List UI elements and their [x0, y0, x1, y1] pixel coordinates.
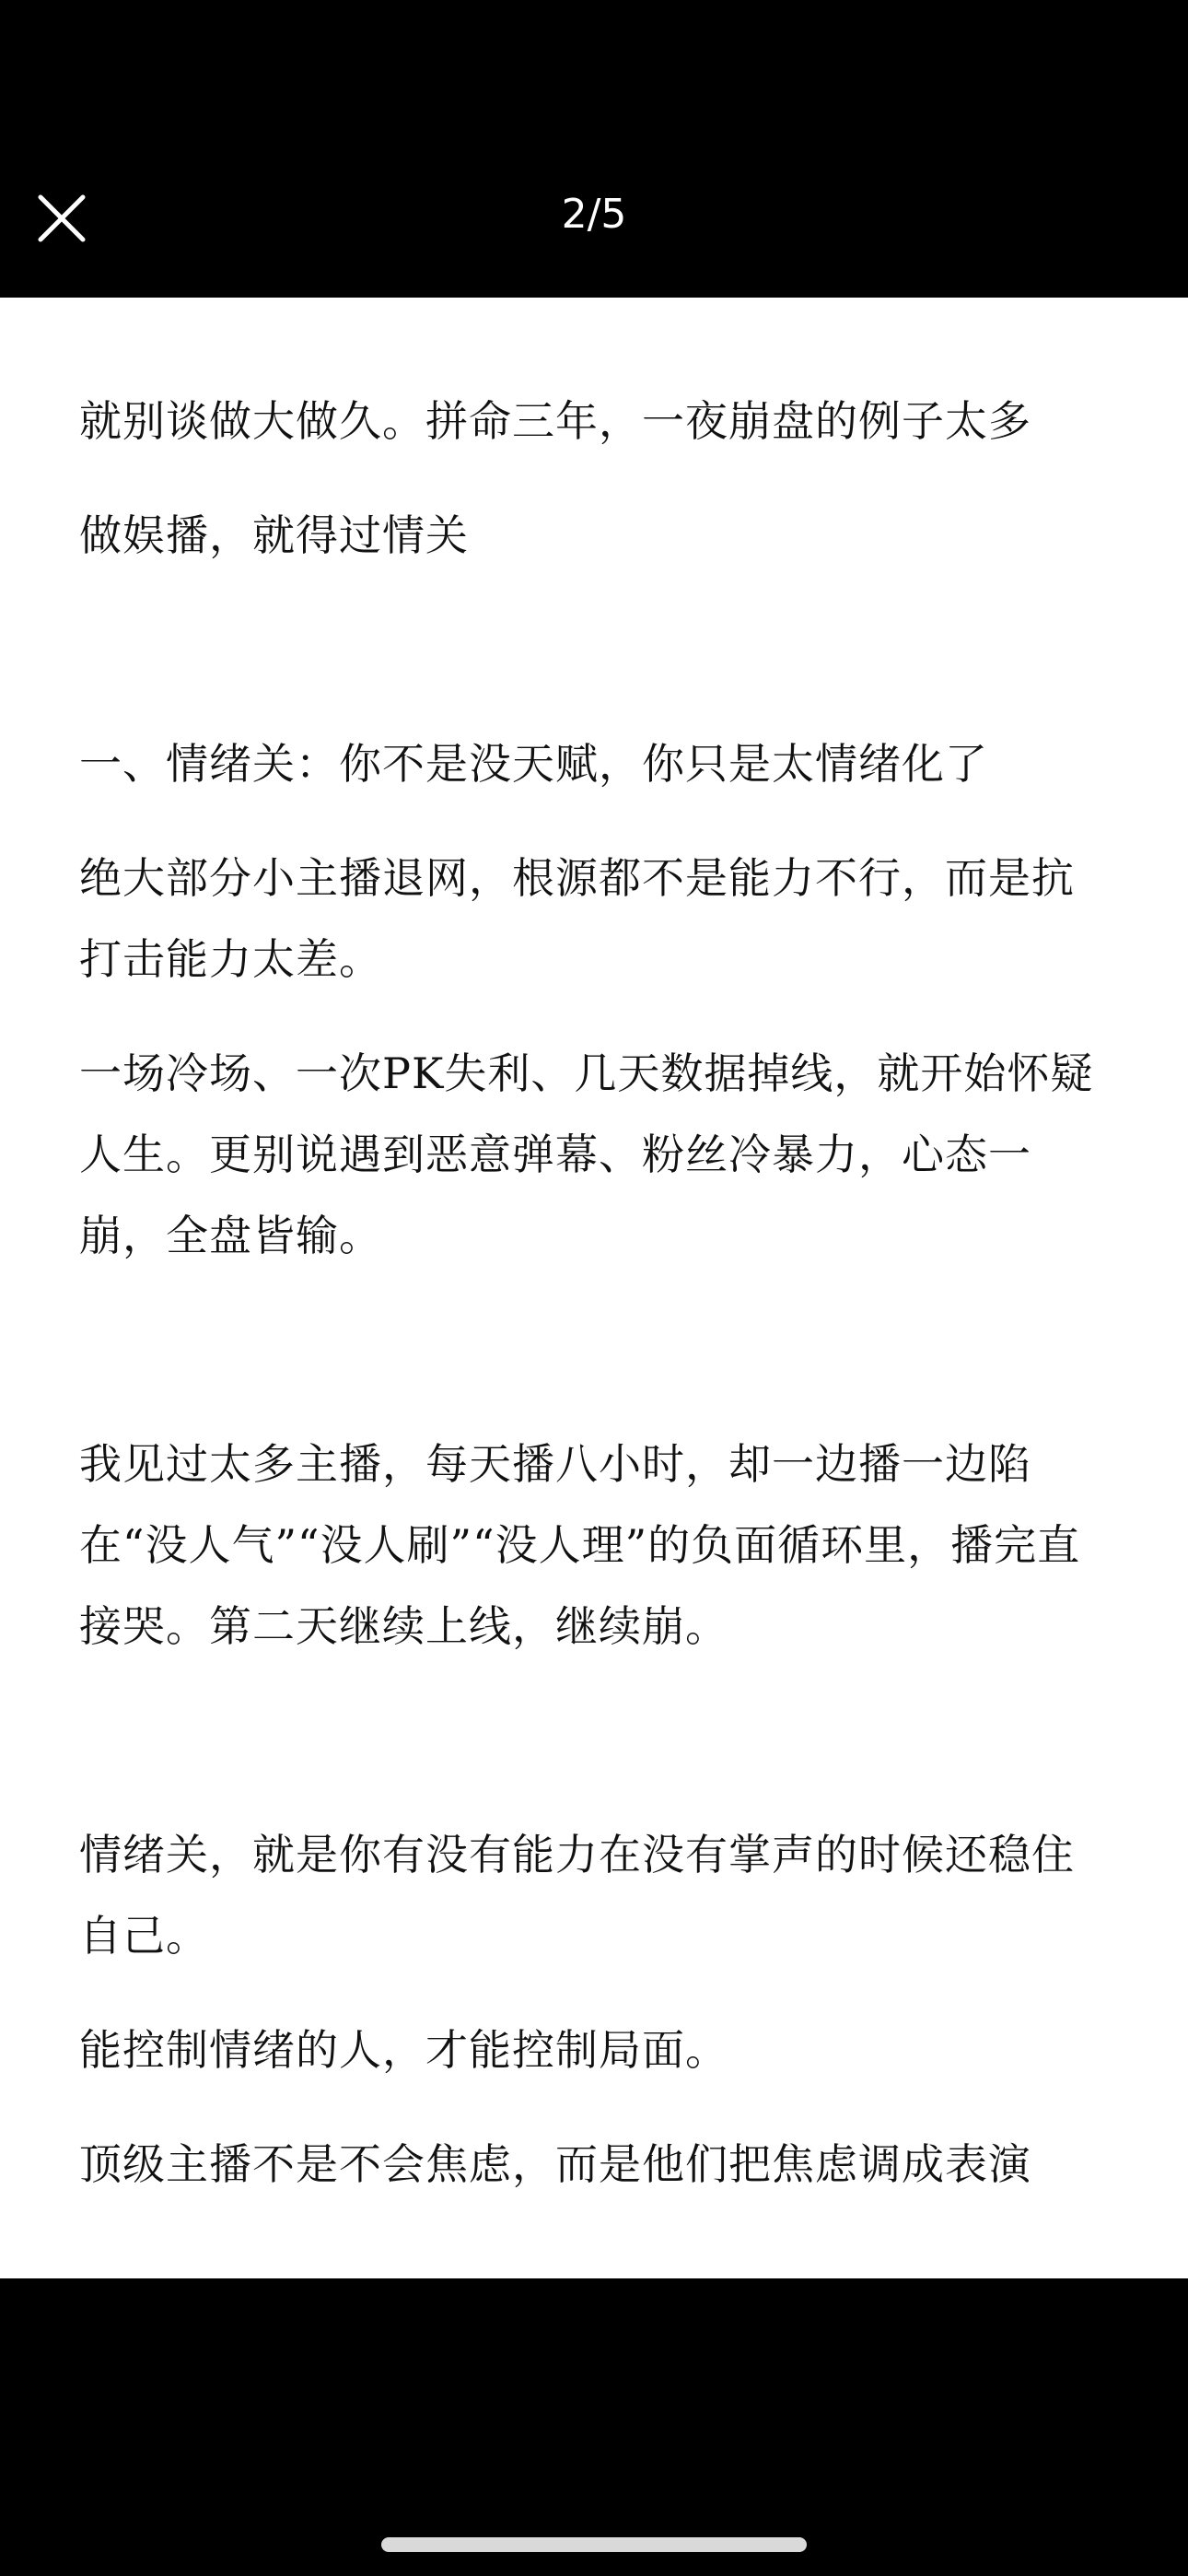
paragraph-7: 能控制情绪的人，才能控制局面。: [79, 2025, 728, 2075]
paragraph-5: 我见过太多主播，每天播八小时，却一边播一边陷在“没人气”“没人刷”“没人理”的负面循环里，播完直接哭。第二天继续上线，继续崩。: [79, 1439, 1081, 1651]
page-indicator: 2/5: [561, 191, 627, 238]
paragraph-3: 绝大部分小主播退网，根源都不是能力不行，而是抗打击能力太差。: [79, 853, 1075, 984]
article-content: [79, 381, 1111, 2238]
spacer: [79, 609, 1111, 723]
viewer-header: [0, 0, 1188, 298]
paragraph-8: 顶级主播不是不会焦虑，而是他们把焦虑调成表演: [79, 2139, 1031, 2189]
spacer: [79, 1700, 1111, 1814]
paragraph-2: 做娱播，就得过情关: [79, 510, 469, 560]
viewer-footer: [0, 2278, 1188, 2576]
paragraph-1: 就别谈做大做久。拼命三年，一夜崩盘的例子太多: [79, 396, 1031, 446]
spacer: [79, 1309, 1111, 1423]
paragraph-4: 一场冷场、一次PK失利、几天数据掉线，就开始怀疑人生。更别说遇到恶意弹幕、粉丝冷暴力，心态一崩，全盘皆输。: [79, 1048, 1094, 1260]
home-indicator[interactable]: [381, 2537, 807, 2552]
section-heading: 一、情绪关：你不是没天赋，你只是太情绪化了: [79, 739, 988, 789]
document-page[interactable]: [0, 298, 1188, 2278]
paragraph-6: 情绪关，就是你有没有能力在没有掌声的时候还稳住自己。: [79, 1830, 1075, 1961]
